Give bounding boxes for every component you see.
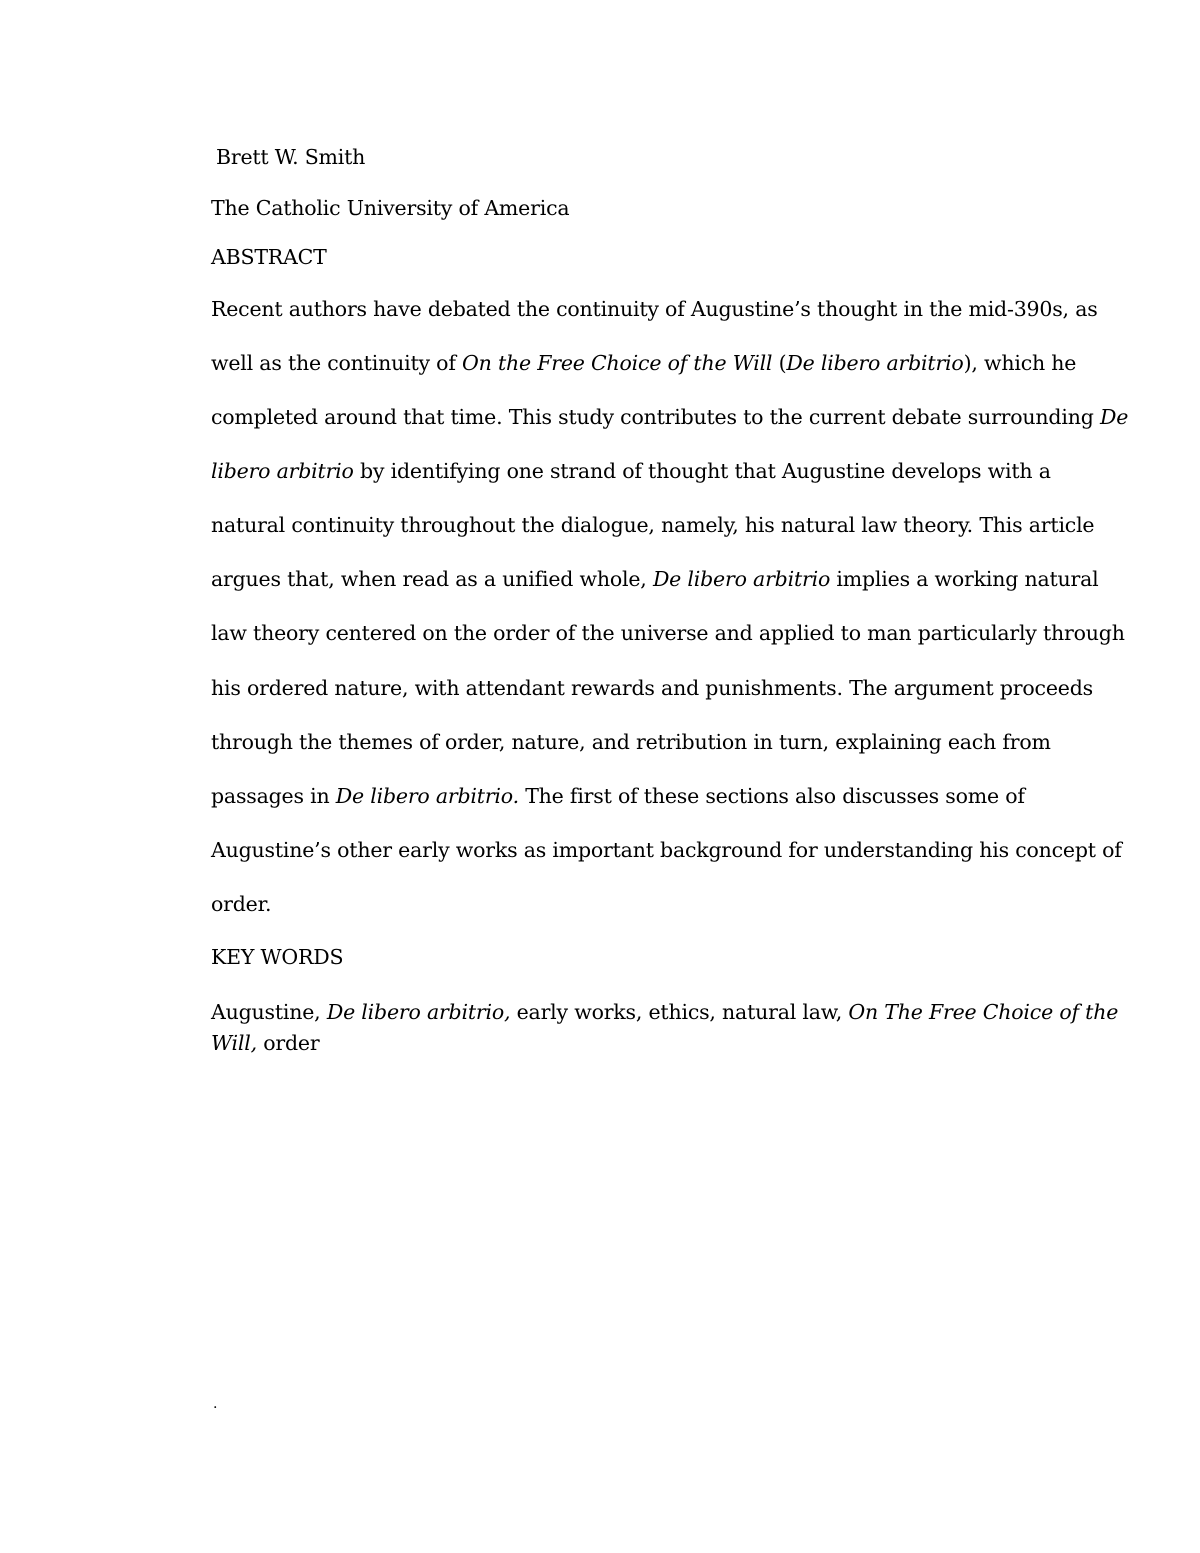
italic-title: On The Free Choice of the: [848, 1000, 1119, 1024]
footer-mark: .: [213, 1396, 218, 1412]
italic-title: De libero arbitrio: [786, 351, 964, 375]
italic-title: On the Free Choice of the Will: [462, 351, 773, 375]
keywords-line: Augustine, De libero arbitrio, early works, ethics, natural law, On The Free Choice of the: [211, 1000, 1119, 1024]
author-name: Brett W. Smith: [216, 145, 366, 169]
abstract-heading: ABSTRACT: [211, 245, 327, 269]
italic-title: De libero arbitrio,: [326, 1000, 511, 1024]
abstract-line: his ordered nature, with attendant rewards and punishments. The argument proceeds: [211, 676, 1093, 700]
italic-title: libero arbitrio: [211, 459, 354, 483]
abstract-line: law theory centered on the order of the universe and applied to man particularly through: [211, 621, 1125, 645]
abstract-line: libero arbitrio by identifying one strand of thought that Augustine develops with a: [211, 459, 1051, 483]
keywords-line: Will, order: [211, 1031, 320, 1055]
abstract-line: completed around that time. This study contributes to the current debate surrounding De: [211, 405, 1129, 429]
keywords-heading: KEY WORDS: [211, 945, 344, 969]
italic-title: De libero arbitrio: [652, 567, 831, 591]
abstract-line: well as the continuity of On the Free Choice of the Will (De libero arbitrio), which he: [211, 351, 1077, 375]
abstract-line: through the themes of order, nature, and retribution in turn, explaining each from: [211, 730, 1051, 754]
abstract-line: order.: [211, 892, 272, 916]
abstract-line: argues that, when read as a unified whole, De libero arbitrio implies a working natural: [211, 567, 1099, 591]
italic-title: De: [1099, 405, 1129, 429]
italic-title: Will,: [211, 1031, 257, 1055]
abstract-line: passages in De libero arbitrio. The first of these sections also discusses some of: [211, 784, 1025, 808]
institution-name: The Catholic University of America: [211, 196, 570, 220]
abstract-line: natural continuity throughout the dialogue, namely, his natural law theory. This article: [211, 513, 1095, 537]
abstract-line: Recent authors have debated the continuity of Augustine’s thought in the mid-390s, as: [211, 297, 1098, 321]
abstract-line: Augustine’s other early works as important background for understanding his concept of: [211, 838, 1122, 862]
italic-title: De libero arbitrio.: [335, 784, 519, 808]
